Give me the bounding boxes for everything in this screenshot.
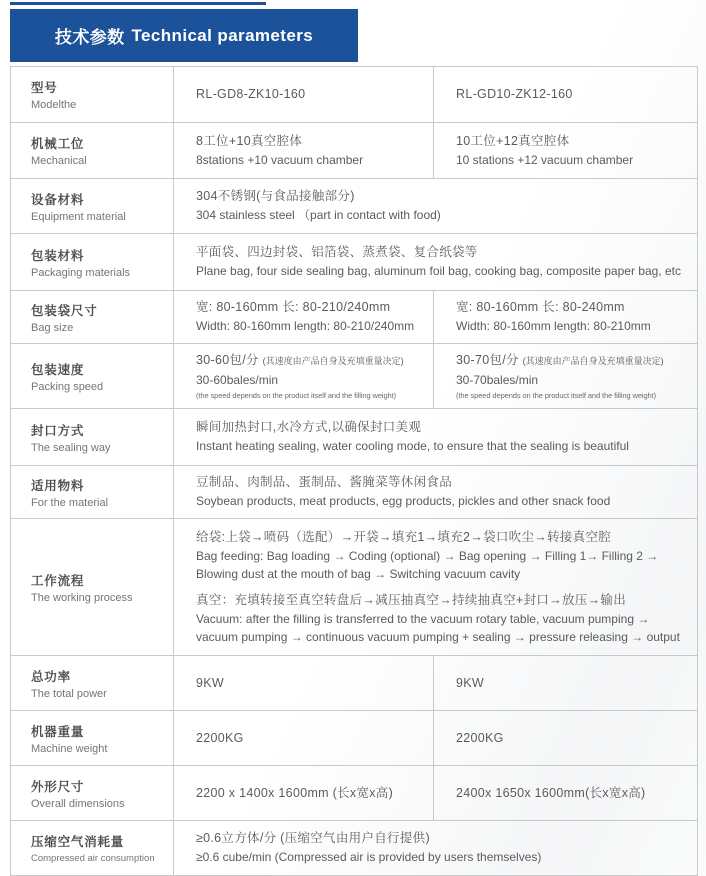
value-text-zh: 豆制品、肉制品、蛋制品、酱腌菜等休闲食品 [196, 475, 453, 489]
row-label-zh: 包装袋尺寸 [31, 303, 98, 318]
row-label-zh: 工作流程 [31, 573, 85, 588]
row-label [11, 179, 174, 234]
row-label-en: Packing speed [31, 380, 104, 393]
speed-main: 30-70包/分 [456, 353, 519, 367]
header-accent-line [10, 2, 266, 5]
value-text: RL-GD10-ZK12-160 [456, 87, 573, 101]
row-label-zh: 压缩空气消耗量 [31, 835, 125, 849]
value-text: 2200KG [196, 730, 244, 745]
value-text-zh: 瞬间加热封口,水冷方式,以确保封口美观 [196, 420, 422, 434]
row-label-en: Mechanical [31, 155, 87, 167]
process-vacuum-en: Vacuum: after the filling is transferred to the vacuum rotary table, vacuum pumping → vacuum pumping → continuous vacuum pumping + sealing → pressure releasing → output [196, 612, 680, 644]
value-cell-mechanical-2 [434, 123, 698, 179]
table-row-packing-speed [11, 344, 698, 409]
value-cell-model-1 [174, 67, 434, 123]
table-row-mechanical [11, 123, 698, 179]
row-label [11, 291, 174, 344]
row-label [11, 821, 174, 876]
value-cell-bag-size-1 [174, 291, 434, 344]
value-text-en: 10 stations +12 vacuum chamber [456, 152, 634, 167]
table-row-sealing-way [11, 409, 698, 466]
row-label [11, 344, 174, 409]
row-label-zh: 包装材料 [31, 248, 85, 263]
table-row-overall-dimensions [11, 766, 698, 821]
value-cell-equipment-material [174, 179, 698, 234]
value-text-zh: 宽: 80-160mm 长: 80-240mm [456, 300, 625, 314]
row-label-en: The sealing way [31, 441, 111, 454]
value-cell-working-process [174, 519, 698, 656]
row-label-zh: 封口方式 [31, 423, 85, 438]
value-text-en: Instant heating sealing, water cooling mode, to ensure that the sealing is beautiful [196, 439, 629, 453]
row-label-zh: 适用物料 [31, 478, 85, 493]
row-label-zh: 包装速度 [31, 362, 85, 377]
value-text-en: 30-70bales/min [456, 373, 539, 387]
value-text: 2400x 1650x 1600mm(长x宽x高) [456, 785, 646, 800]
value-text-zh: ≥0.6立方体/分 (压缩空气由用户自行提供) [196, 831, 430, 845]
row-label-zh: 设备材料 [31, 192, 85, 207]
value-text-en: ≥0.6 cube/min (Compressed air is provided by users themselves) [196, 850, 542, 864]
value-cell-dimensions-2 [434, 766, 698, 821]
process-bag-feeding-zh: 给袋:上袋→喷码（选配）→开袋→填充1→填充2→袋口吹尘→转接真空腔 [196, 530, 612, 544]
value-cell-dimensions-1 [174, 766, 434, 821]
value-text-en: 8stations +10 vacuum chamber [196, 152, 364, 167]
value-text-zh [196, 351, 427, 371]
value-cell-machine-weight-2 [434, 711, 698, 766]
row-label-zh: 型号 [31, 81, 58, 95]
value-cell-total-power-1 [174, 656, 434, 711]
table-row-equipment-material [11, 179, 698, 234]
value-cell-machine-weight-1 [174, 711, 434, 766]
value-cell-packaging-materials [174, 234, 698, 291]
value-cell-packing-speed-2 [434, 344, 698, 409]
value-text-zh: 304不锈钢(与食品接触部分) [196, 189, 355, 203]
value-text: 9KW [196, 675, 224, 690]
row-label [11, 711, 174, 766]
value-text-en: Width: 80-160mm length: 80-210mm [456, 319, 651, 333]
section-title-en: Technical parameters [131, 25, 314, 45]
speed-note-en: (the speed depends on the product itself and the filling weight) [196, 391, 396, 400]
row-label-en: Overall dimensions [31, 797, 125, 810]
value-text-en: 30-60bales/min [196, 373, 279, 387]
row-label-zh: 外形尺寸 [31, 779, 85, 794]
table-row-machine-weight [11, 711, 698, 766]
speed-note-en: (the speed depends on the product itself and the filling weight) [456, 391, 656, 400]
row-label-en: For the material [31, 496, 109, 509]
row-label [11, 67, 174, 123]
row-label-zh: 总功率 [31, 669, 71, 684]
table-row-model [11, 67, 698, 123]
value-cell-packing-speed-1 [174, 344, 434, 409]
value-text-en: Plane bag, four side sealing bag, aluminum foil bag, cooking bag, composite paper bag, etc [196, 264, 681, 278]
row-label-en: Equipment material [31, 210, 126, 223]
value-text-en: 304 stainless steel （part in contact with food) [196, 208, 441, 222]
speed-note-zh: (其速度由产品自身及充填重量决定) [262, 356, 404, 366]
table-row-packaging-materials [11, 234, 698, 291]
table-row-total-power [11, 656, 698, 711]
row-label-en: Machine weight [31, 742, 108, 755]
table-row-compressed-air [11, 821, 698, 876]
process-bag-feeding-en: Bag feeding: Bag loading → Coding (optional) → Bag opening → Filling 1→ Filling 2 → Blowing dust at the mouth of bag → Switching vacuum cavity [196, 549, 659, 581]
value-cell-mechanical-1 [174, 123, 434, 179]
value-cell-bag-size-2 [434, 291, 698, 344]
value-text-zh: 10工位+12真空腔体 [456, 133, 570, 148]
value-text: 2200KG [456, 730, 504, 745]
row-label-en: Packaging materials [31, 266, 131, 279]
row-label-zh: 机器重量 [31, 724, 85, 739]
row-label-en: Compressed air consumption [31, 853, 155, 864]
value-cell-total-power-2 [434, 656, 698, 711]
value-text-zh: 宽: 80-160mm 长: 80-210/240mm [196, 300, 391, 314]
value-text-en: Width: 80-160mm length: 80-210/240mm [196, 319, 415, 333]
value-text: 2200 x 1400x 1600mm (长x宽x高) [196, 785, 394, 800]
speed-note-zh: (其速度由产品自身及充填重量决定) [522, 356, 664, 366]
value-text-en: Soybean products, meat products, egg products, pickles and other snack food [196, 494, 611, 508]
value-text: 9KW [456, 675, 484, 690]
table-row-working-process [11, 519, 698, 656]
value-cell-sealing-way [174, 409, 698, 466]
value-text-zh: 8工位+10真空腔体 [196, 133, 303, 148]
section-title-zh: 技术参数 [54, 28, 125, 47]
row-label-zh: 机械工位 [31, 137, 85, 151]
process-vacuum-zh: 真空：充填转接至真空转盘后→减压抽真空→持续抽真空+封口→放压→输出 [196, 593, 627, 607]
row-label [11, 234, 174, 291]
value-cell-material [174, 466, 698, 519]
row-label [11, 409, 174, 466]
table-row-material [11, 466, 698, 519]
value-text-zh: 平面袋、四边封袋、铝箔袋、蒸煮袋、复合纸袋等 [196, 245, 478, 259]
value-cell-compressed-air [174, 821, 698, 876]
value-cell-model-2 [434, 67, 698, 123]
value-text-zh [456, 351, 691, 371]
row-label [11, 123, 174, 179]
row-label-en: Modelthe [31, 99, 77, 111]
table-row-bag-size [11, 291, 698, 344]
row-label [11, 466, 174, 519]
row-label [11, 656, 174, 711]
row-label-en: The total power [31, 687, 107, 700]
spec-table [10, 66, 698, 876]
row-label [11, 519, 174, 656]
speed-main: 30-60包/分 [196, 353, 259, 367]
value-text: RL-GD8-ZK10-160 [196, 87, 306, 101]
section-header [10, 9, 358, 62]
row-label-en: Bag size [31, 321, 74, 334]
row-label [11, 766, 174, 821]
row-label-en: The working process [31, 591, 133, 604]
